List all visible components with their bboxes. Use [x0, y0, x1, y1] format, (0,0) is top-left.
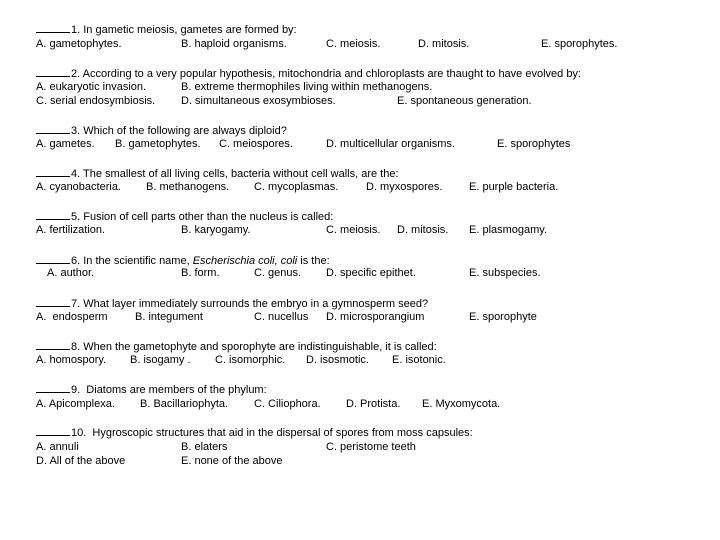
question-stem: What layer immediately surrounds the embryo in a gymnosperm seed?: [83, 298, 429, 310]
option-e: E. sporophyte: [469, 311, 537, 323]
question-number: 6.: [71, 255, 81, 267]
option-a: A. eukaryotic invasion.: [36, 81, 147, 93]
option-e: E. spontaneous generation.: [397, 95, 532, 107]
question-number: 5.: [71, 211, 81, 223]
answer-blank[interactable]: [36, 166, 70, 177]
option-c: C. peristome teeth: [326, 441, 416, 453]
option-e: E. none of the above: [181, 455, 283, 467]
question-stem: When the gametophyte and sporophyte are indistinguishable, it is called:: [83, 341, 437, 353]
option-d: D. myxospores.: [366, 181, 443, 193]
question-stem: According to a very popular hypothesis, mitochondria and chloroplasts are thaught to have evolved by:: [82, 68, 581, 80]
question-stem: Diatoms are members of the phylum:: [83, 384, 267, 396]
question-10-stem-line: [0, 425, 720, 439]
option-c: C. meiosis.: [326, 224, 381, 236]
option-d: D. All of the above: [36, 455, 126, 467]
question-8-stem-line: [0, 339, 720, 353]
question-9-stem-line: [0, 382, 720, 396]
question-8-options-line: [0, 353, 720, 367]
option-c: C. genus.: [254, 267, 302, 279]
option-a: A. author.: [47, 267, 95, 279]
option-d: D. multicellular organisms.: [326, 138, 455, 150]
option-d: D. microsporangium: [326, 311, 425, 323]
option-e: E. isotonic.: [392, 354, 446, 366]
question-2-stem-line: [0, 66, 720, 80]
option-a: A. homospory.: [36, 354, 107, 366]
question-stem-part: In the scientific name,: [83, 255, 193, 267]
question-number: 9.: [71, 384, 81, 396]
option-d: D. isosmotic.: [306, 354, 369, 366]
question-number: 7.: [71, 298, 81, 310]
question-9-options-line: [0, 397, 720, 411]
option-a: A. gametes.: [36, 138, 95, 150]
option-c: C. meiospores.: [219, 138, 293, 150]
question-stem-part: is the:: [297, 255, 330, 267]
question-stem: Which of the following are always diploid?: [83, 125, 287, 137]
option-d: D. simultaneous exosymbioses.: [181, 95, 336, 107]
answer-blank[interactable]: [36, 123, 70, 134]
option-d: D. mitosis.: [418, 38, 470, 50]
question-5-options-line: [0, 223, 720, 237]
answer-blank[interactable]: [36, 382, 70, 393]
question-4-options-line: [0, 180, 720, 194]
option-e: E. sporophytes: [497, 138, 571, 150]
question-stem: Fusion of cell parts other than the nucleus is called:: [83, 211, 334, 223]
option-c: C. nucellus: [254, 311, 309, 323]
question-number: 1.: [71, 24, 81, 36]
option-d: D. Protista.: [346, 398, 401, 410]
option-e: E. sporophytes.: [541, 38, 618, 50]
option-b: B. elaters: [181, 441, 228, 453]
question-stem: Hygroscopic structures that aid in the dispersal of spores from moss capsules:: [89, 427, 473, 439]
option-d: D. specific epithet.: [326, 267, 416, 279]
question-1-stem-line: [0, 22, 720, 36]
option-a: A. cyanobacteria.: [36, 181, 121, 193]
option-b: B. form.: [181, 267, 220, 279]
option-b: B. methanogens.: [146, 181, 230, 193]
answer-blank[interactable]: [36, 209, 70, 220]
question-7-options-line: [0, 310, 720, 324]
option-b: B. haploid organisms.: [181, 38, 287, 50]
question-3-options-line: [0, 137, 720, 151]
option-c: C. mycoplasmas.: [254, 181, 339, 193]
option-a: A. annuli: [36, 441, 79, 453]
answer-blank[interactable]: [36, 22, 70, 33]
question-7-stem-line: [0, 296, 720, 310]
option-a: A. Apicomplexa.: [36, 398, 115, 410]
question-10-options-line-2: [0, 454, 720, 468]
question-6-options-line: [0, 266, 720, 280]
option-a: A. gametophytes.: [36, 38, 122, 50]
option-c: C. Ciliophora.: [254, 398, 321, 410]
question-number: 4.: [71, 168, 81, 180]
question-3-stem-line: [0, 123, 720, 137]
question-number: 2.: [71, 68, 81, 80]
answer-blank[interactable]: [36, 296, 70, 307]
question-2-options-line-2: [0, 94, 720, 108]
answer-blank[interactable]: [36, 425, 70, 436]
answer-blank[interactable]: [36, 66, 70, 77]
answer-blank[interactable]: [36, 253, 70, 264]
question-stem: In gametic meiosis, gametes are formed by:: [83, 24, 297, 36]
question-number: 10.: [71, 427, 87, 439]
option-b: B. gametophytes.: [115, 138, 201, 150]
option-d: D. mitosis.: [397, 224, 449, 236]
question-5-stem-line: [0, 209, 720, 223]
question-6-stem-line: [0, 253, 720, 267]
question-number: 3.: [71, 125, 81, 137]
option-e: E. Myxomycota.: [422, 398, 501, 410]
question-2-options-line-1: [0, 80, 720, 94]
option-c: C. isomorphic.: [215, 354, 286, 366]
option-a: A. endosperm: [36, 311, 108, 323]
option-e: E. plasmogamy.: [469, 224, 548, 236]
question-10-options-line-1: [0, 440, 720, 454]
option-b: B. Bacillariophyta.: [140, 398, 229, 410]
option-e: E. subspecies.: [469, 267, 541, 279]
option-b: B. integument: [135, 311, 203, 323]
option-b: B. extreme thermophiles living within methanogens.: [181, 81, 433, 93]
option-e: E. purple bacteria.: [469, 181, 559, 193]
option-a: A. fertilization.: [36, 224, 106, 236]
question-number: 8.: [71, 341, 81, 353]
option-b: B. isogamy .: [130, 354, 191, 366]
answer-blank[interactable]: [36, 339, 70, 350]
option-b: B. karyogamy.: [181, 224, 251, 236]
question-4-stem-line: [0, 166, 720, 180]
scientific-name: Escherischia coli, coli: [192, 255, 298, 267]
option-c: C. serial endosymbiosis.: [36, 95, 156, 107]
question-1-options-line: [0, 37, 720, 51]
question-stem: The smallest of all living cells, bacteria without cell walls, are the:: [83, 168, 399, 180]
option-c: C. meiosis.: [326, 38, 381, 50]
